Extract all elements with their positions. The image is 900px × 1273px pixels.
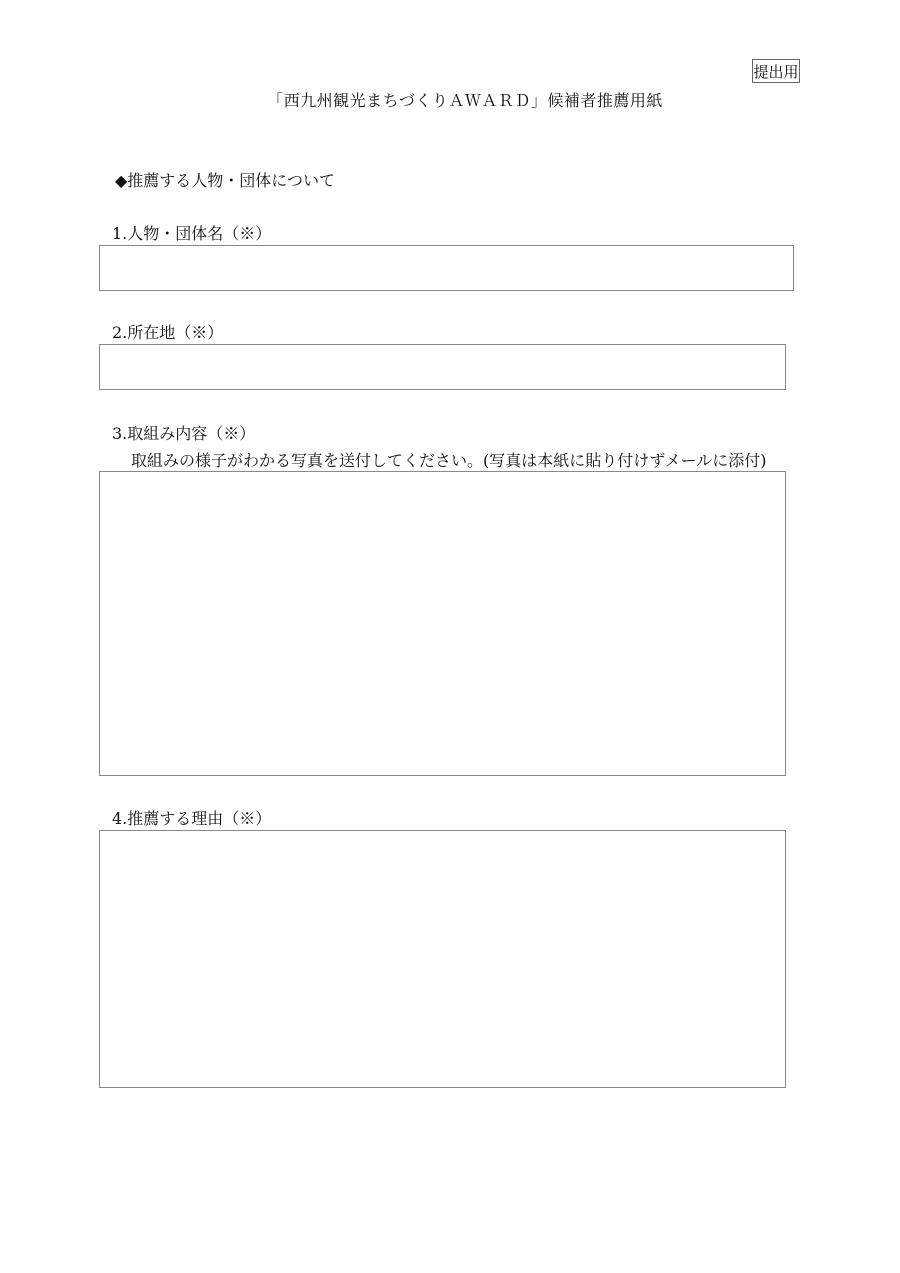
recommendation-reason-field[interactable] <box>99 830 786 1088</box>
submission-copy-tag: 提出用 <box>752 59 800 83</box>
section-heading: ◆推薦する人物・団体について <box>115 171 335 190</box>
question-1-label: 1.人物・団体名（※） <box>112 224 272 243</box>
page-title: 「西九州観光まちづくりＡＷＡＲＤ」候補者推薦用紙 <box>267 91 663 110</box>
question-3-label: 3.取組み内容（※） <box>112 424 256 443</box>
name-field[interactable] <box>99 245 794 291</box>
photo-instruction-text: 取組みの様子がわかる写真を送付してください。 <box>131 451 484 470</box>
question-4-label: 4.推薦する理由（※） <box>112 809 272 828</box>
activity-content-field[interactable] <box>99 471 786 776</box>
location-field[interactable] <box>99 344 786 390</box>
question-2-label: 2.所在地（※） <box>112 323 224 342</box>
photo-attachment-note: (写真は本紙に貼り付けずメールに添付) <box>483 451 767 470</box>
photo-instruction-note <box>131 448 767 471</box>
